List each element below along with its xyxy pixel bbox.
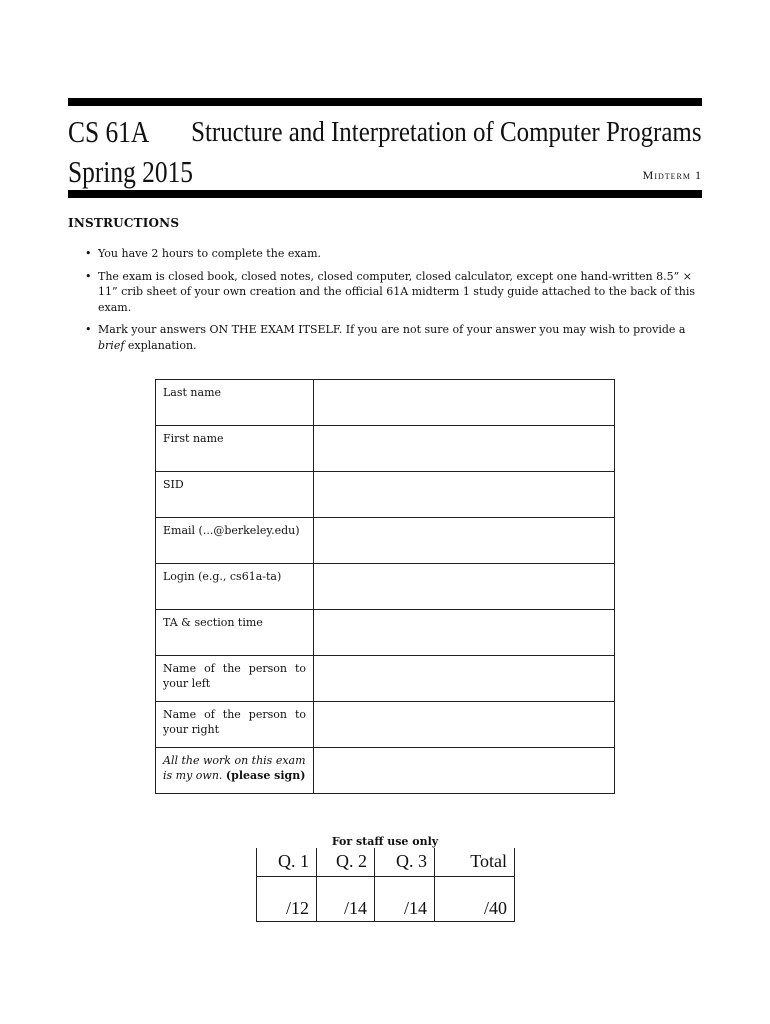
login-label: Login (e.g., cs61a-ta) <box>156 564 314 610</box>
table-row <box>257 848 515 876</box>
table-row <box>156 426 615 472</box>
first-name-field[interactable] <box>314 426 615 472</box>
table-row <box>156 564 615 610</box>
emphasis-brief: brief <box>98 338 125 352</box>
table-row <box>156 702 615 748</box>
bottom-rule <box>68 190 702 198</box>
instruction-item: • You have 2 hours to complete the exam. <box>85 247 322 260</box>
total-header: Total <box>435 848 515 876</box>
bullet-icon: • <box>85 269 92 283</box>
table-row <box>156 656 615 702</box>
signature-field[interactable] <box>314 748 615 794</box>
bullet-icon: • <box>85 247 92 260</box>
left-person-label: Name of the person to your left <box>156 656 314 702</box>
instruction-item: • Mark your answers ON THE EXAM ITSELF. If you are not sure of your answer you may wish to provide a brief explanation. <box>85 323 686 352</box>
sid-field[interactable] <box>314 472 615 518</box>
q3-score: /14 <box>375 876 435 921</box>
q1-score: /12 <box>257 876 317 921</box>
student-info-table <box>155 379 615 794</box>
exam-term: Spring 2015 <box>68 154 193 189</box>
q3-header: Q. 3 <box>375 848 435 876</box>
table-row <box>156 380 615 426</box>
table-row <box>156 518 615 564</box>
left-person-field[interactable] <box>314 656 615 702</box>
course-title: Structure and Interpretation of Computer Programs <box>191 116 702 148</box>
last-name-field[interactable] <box>314 380 615 426</box>
ta-section-label: TA & section time <box>156 610 314 656</box>
bullet-icon: • <box>85 323 92 336</box>
total-score: /40 <box>435 876 515 921</box>
login-field[interactable] <box>314 564 615 610</box>
first-name-label: First name <box>156 426 314 472</box>
signature-label: All the work on this exam is my own. (please sign) <box>156 748 314 794</box>
table-row <box>156 748 615 794</box>
table-row <box>156 472 615 518</box>
exam-name: Midterm 1 <box>642 168 702 182</box>
right-person-label: Name of the person to your right <box>156 702 314 748</box>
q1-header: Q. 1 <box>257 848 317 876</box>
top-rule <box>68 98 702 106</box>
q2-header: Q. 2 <box>317 848 375 876</box>
table-row <box>156 610 615 656</box>
instruction-item: • The exam is closed book, closed notes, closed computer, closed calculator, except one hand-written 8.5” × 11” crib sheet of your own creation and the official 61A midterm 1 study guide attached to the back of this exam. <box>85 269 695 314</box>
instructions-heading: INSTRUCTIONS <box>68 216 180 230</box>
right-person-field[interactable] <box>314 702 615 748</box>
staff-score-table <box>256 848 515 922</box>
course-code: CS 61A <box>68 114 150 149</box>
last-name-label: Last name <box>156 380 314 426</box>
staff-caption: For staff use only <box>331 835 439 848</box>
table-row <box>257 876 515 921</box>
email-field[interactable] <box>314 518 615 564</box>
q2-score: /14 <box>317 876 375 921</box>
sid-label: SID <box>156 472 314 518</box>
ta-section-field[interactable] <box>314 610 615 656</box>
instructions-list <box>68 246 702 360</box>
email-label: Email (...@berkeley.edu) <box>156 518 314 564</box>
